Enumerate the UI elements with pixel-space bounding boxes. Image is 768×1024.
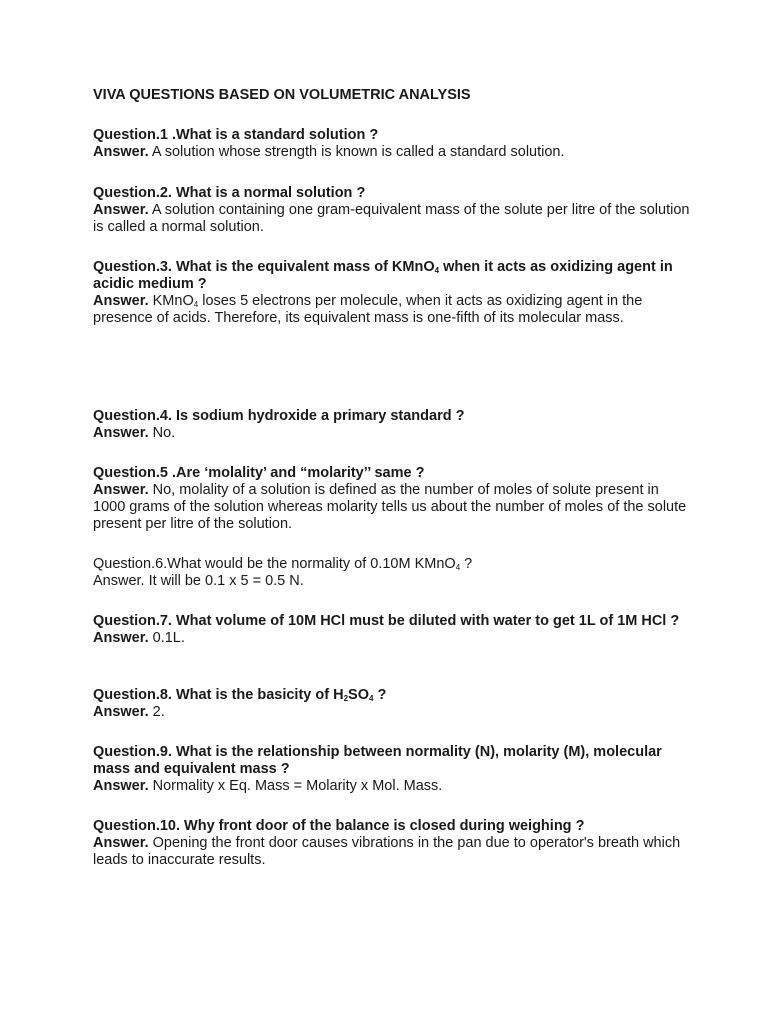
answer-label: Answer. [93, 630, 149, 646]
subscript: 4 [368, 694, 374, 703]
question-text: Question.3. What is the equivalent mass of KMnO [93, 259, 435, 275]
question-3 [93, 259, 693, 293]
answer-5 [93, 482, 693, 533]
qa-item-9 [93, 744, 693, 795]
question-text: Question.8. What is the basicity of H [93, 687, 344, 703]
question-4: Question.4. Is sodium hydroxide a primary standard ? [93, 408, 465, 424]
answer-label: Answer. [93, 482, 149, 498]
answer-3 [93, 293, 693, 327]
question-5: Question.5 .Are ‘molality’ and “molarity’’ same ? [93, 465, 425, 481]
answer-label: Answer. [93, 202, 149, 218]
answer-text: 0.1L. [148, 630, 185, 646]
qa-item-1 [93, 127, 693, 161]
answer-label: Answer. [93, 293, 149, 309]
answer-text: A solution containing one gram-equivalent mass of the solute per litre of the solution is called a normal solution. [93, 202, 690, 235]
answer-label: Answer. [93, 778, 149, 794]
qa-item-3 [93, 259, 693, 327]
answer-label: Answer. [93, 704, 149, 720]
subscript: 4 [434, 266, 440, 275]
question-text: ? [460, 556, 473, 572]
question-2: Question.2. What is a normal solution ? [93, 185, 366, 201]
question-text: ? [373, 687, 387, 703]
qa-item-10 [93, 818, 693, 869]
answer-6 [93, 573, 693, 590]
answer-9 [93, 778, 693, 795]
question-6 [93, 556, 693, 573]
answer-label: Answer. [93, 573, 145, 589]
question-text: when it acts as oxidizing agent in acidic medium ? [93, 259, 673, 292]
answer-text: KMnO [148, 293, 194, 309]
qa-item-2 [93, 185, 693, 236]
question-7: Question.7. What volume of 10M HCl must be diluted with water to get 1L of 1M HCl ? [93, 613, 680, 629]
subscript: 2 [343, 694, 349, 703]
answer-text: A solution whose strength is known is called a standard solution. [148, 144, 565, 160]
answer-text: loses 5 electrons per molecule, when it acts as oxidizing agent in the presence of acids. Therefore, its equivalent mass is one-fifth of its molecular mass. [93, 293, 643, 326]
answer-2 [93, 202, 693, 236]
question-10: Question.10. Why front door of the balance is closed during weighing ? [93, 818, 585, 834]
answer-text: Opening the front door causes vibrations in the pan due to operator's breath which leads to inaccurate results. [93, 835, 681, 868]
answer-label: Answer. [93, 144, 149, 160]
question-text: SO [348, 687, 369, 703]
answer-7 [93, 630, 693, 647]
answer-8 [93, 704, 693, 721]
question-8 [93, 687, 693, 704]
answer-1 [93, 144, 693, 161]
qa-item-8 [93, 687, 693, 721]
question-9: Question.9. What is the relationship between normality (N), molarity (M), molecular mass and equivalent mass ? [93, 744, 662, 777]
answer-4 [93, 425, 693, 442]
answer-10 [93, 835, 693, 869]
question-text: Question.6.What would be the normality of 0.10M KMnO [93, 556, 456, 572]
question-1: Question.1 .What is a standard solution ? [93, 127, 379, 143]
qa-item-5 [93, 465, 693, 533]
answer-label: Answer. [93, 425, 149, 441]
answer-text: No, molality of a solution is defined as the number of moles of solute present in 1000 grams of the solution whereas molarity tells us about the number of moles of the solute present per litre of the solution. [93, 482, 687, 532]
answer-text: 2. [148, 704, 165, 720]
answer-text: It will be 0.1 x 5 = 0.5 N. [144, 573, 304, 589]
answer-label: Answer. [93, 835, 149, 851]
qa-item-4 [93, 408, 693, 442]
qa-item-7 [93, 613, 693, 647]
qa-item-6 [93, 556, 693, 590]
document-title: VIVA QUESTIONS BASED ON VOLUMETRIC ANALYSIS [93, 87, 471, 103]
subscript: 4 [193, 300, 199, 309]
answer-text: No. [148, 425, 176, 441]
subscript: 4 [455, 563, 461, 572]
answer-text: Normality x Eq. Mass = Molarity x Mol. Mass. [148, 778, 443, 794]
